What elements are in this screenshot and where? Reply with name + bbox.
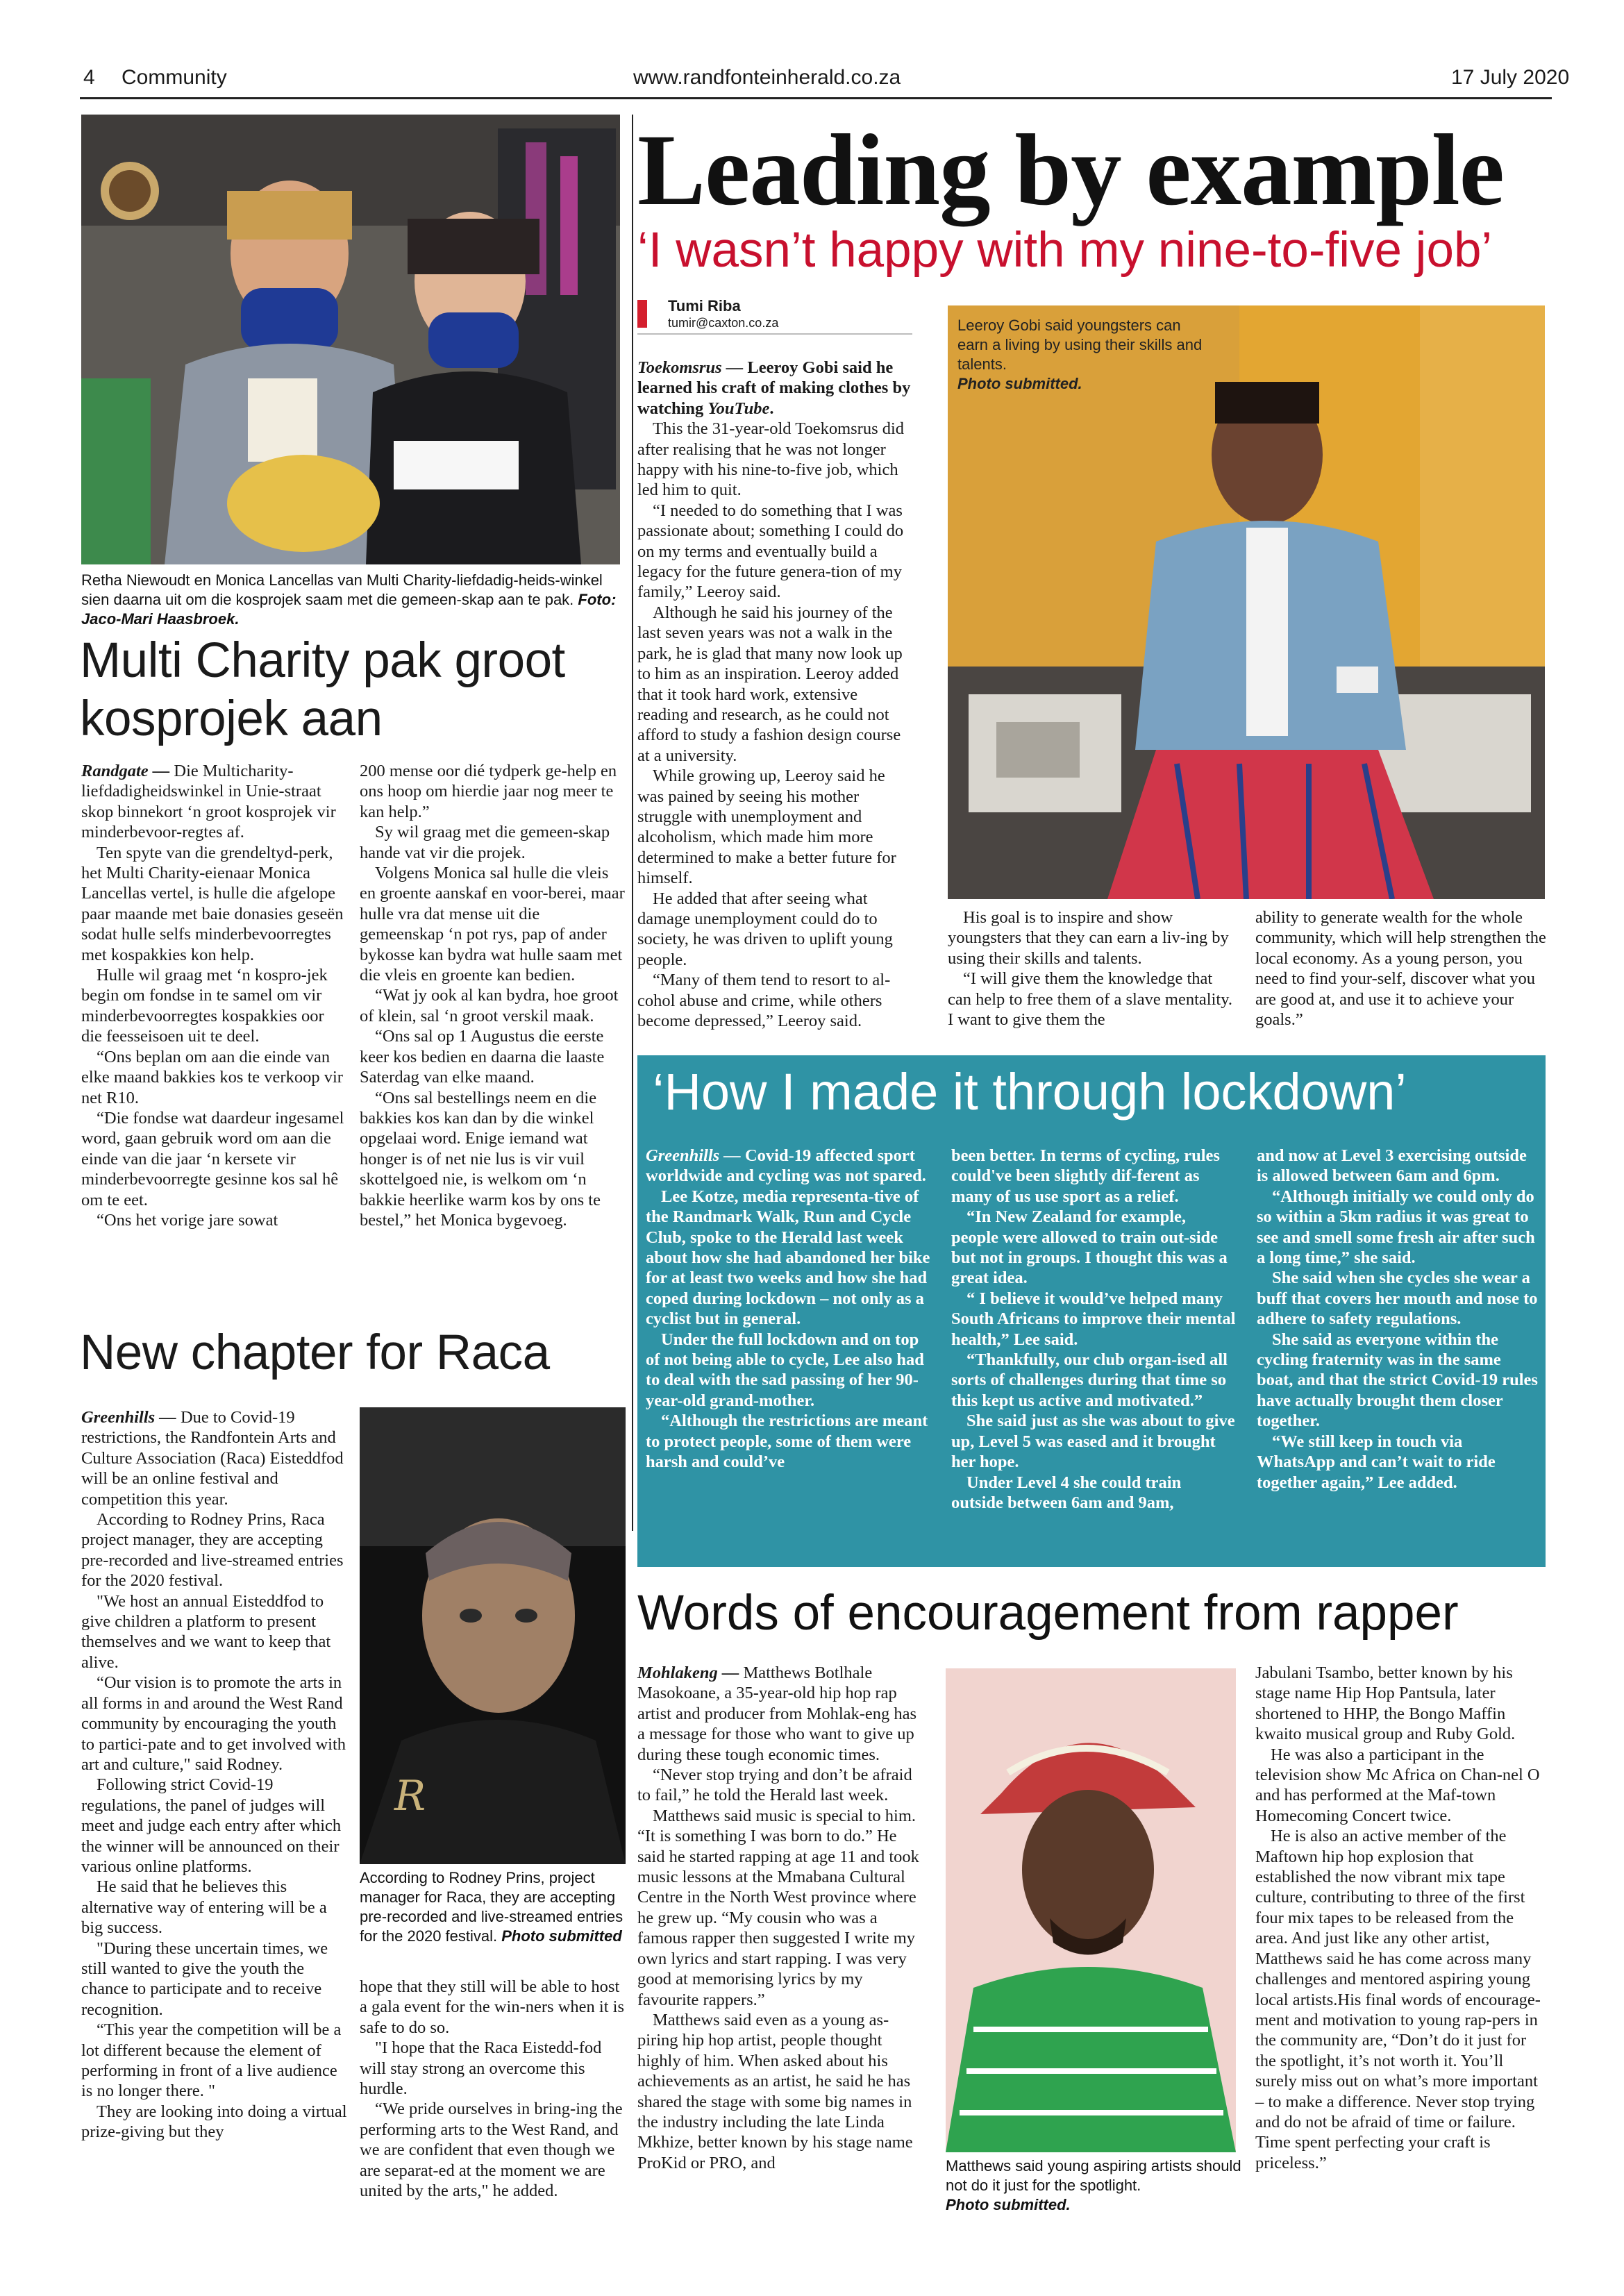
raca-headline: New chapter for Raca <box>80 1325 550 1380</box>
raca-column-1: Greenhills — Due to Covid-19 restrictions, the Randfontein Arts and Culture Association (Raca) Eisteddfod will be an online festival and competition this year. According to Rodney Prins, Raca project manager, they are accepting pre-recorded and live-streamed entries for the 2020 festival. "We host an annual Eisteddfod to give children a platform to present themselves and we want to keep that alive. “Our vision is to promote the arts in all forms in and around the West Rand community by encouraging the youth to partici-pate and to get involved with art and culture," said Rodney. Following strict Covid-19 regulations, the panel of judges will meet and judge each entry after which the winner will be announced on their various online platforms. He said that he believes this alternative way of entering will be a big success. "During these uncertain times, we still wanted to give the youth the chance to participate and to receive recognition. “This year the competition will be a lot different because the element of performing in front of a live audience is no longer there. " They are looking into doing a virtual prize-giving but they <box>81 1408 347 2142</box>
charity-photo-caption: Retha Niewoudt en Monica Lancellas van Multi Charity-liefdadig-heids-winkel sien daarna uit om die kosprojek saam met die gemeen-skap aan te pak. Foto: Jaco-Mari Haasbroek. <box>81 571 617 628</box>
matthews-photo-caption: Matthews said young aspiring artists should not do it just for the spotlight. Photo submitted. <box>946 2157 1241 2213</box>
raca-column-2: hope that they still will be able to host a gala event for the win-ners when it is safe to do so. "I hope that the Raca Eistedd-fod will stay strong an overcome this hurdle. “We pride ourselves in bring-ing the performing arts to the West Rand, and we are confident that even though we are separat-ed at the moment we are united by the arts," he added. <box>360 1977 624 2201</box>
charity-photo-credit: Foto: Jaco-Mari Haasbroek. <box>81 591 617 628</box>
leading-column-2: His goal is to inspire and show youngsters that they can earn a liv-ing by using their skills and talents. “I will give them the knowledge that can help to free them of a slave mentality. I want to give them the <box>948 908 1232 1030</box>
column-divider <box>632 115 633 1531</box>
charity-column-2: 200 mense oor dié tydperk ge-help en ons hoop om hierdie jaar nog meer te kan help.” Sy wil graag met die gemeen-skap hande vat vir die projek. Volgens Monica sal hulle die vleis en groente aanskaf en voor-berei, maar hulle vra dat mense uit die gemeenskap ‘n pot rys, pap of ander bykosse kan bydra wat hulle saam met die vleis en groente kan bedien. “Wat jy ook al kan bydra, hoe groot of klein, sal ‘n groot verskil maak. “Ons sal op 1 Augustus die eerste keer kos bedien en daarna die laaste Saterdag van elke maand. “Ons sal bestellings neem en die bakkies kos kan dan by die winkel opgelaai word. Enige iemand wat honger is of net nie lus is vir vuil skottelgoed nie, is welkom om ‘n bakkie heerlike warm kos by ons te bestel,” het Monica bygevoeg. <box>360 762 625 1230</box>
rapper-column-1: Mohlakeng — Matthews Botlhale Masokoane, a 35-year-old hip hop rap artist and producer from Mohlak-eng has a message for those who want to give up during these tough economic times. “Never stop trying and don’t be afraid to fail,” he told the Herald last week. Matthews said music is special to him. “It is something I was born to do.” He said he started rapping at age 11 and took music lessons at the Mmabana Cultural Centre in the North West province where he grew up. “My cousin who was a famous rapper then suggested I write my own lyrics and start rapping. I was very good at memorising lyrics by my favourite rappers.” Matthews said even as a young as-piring hip hop artist, people thought highly of him. When asked about his achievements as an artist, he said he has shared the stage with some big names in the industry including the late Linda Mkhize, better known by his stage name ProKid or PRO, and <box>637 1664 919 2172</box>
page-number: 4 <box>83 66 95 89</box>
matthews-photo-credit: Photo submitted. <box>946 2196 1071 2213</box>
leading-column-3: ability to generate wealth for the whole community, which will help strengthen the local economy. As a young person, you need to find your-self, discover what you are good at, and use it to achieve your goals.” <box>1255 908 1546 1030</box>
byline-marker <box>637 300 647 328</box>
lockdown-column-2: been better. In terms of cycling, rules could've been slightly dif-ferent as many of us use sport as a relief. “In New Zealand for example, people were allowed to train out-side but not in groups. I thought this was a great idea. “ I believe it would’ve helped many South Africans to improve their mental health,” Lee said. “Thankfully, our club organ-ised all sorts of challenges during that time so this kept us active and motivated.” She said just as she was about to give up, Level 5 was eased and it brought her hope. Under Level 4 she could train outside between 6am and 9am, <box>951 1146 1236 1512</box>
leading-column-1: Toekomsrus — Leeroy Gobi said he learned his craft of making clothes by watching YouTube. This the 31-year-old Toekomsrus did after realising that he was not longer happy with his nine-to-five job, which led him to quit. “I needed to do something that I was passionate about; something I could do on my terms and eventually build a legacy for the future genera-tion of my family,” Leeroy said. Although he said his journey of the last seven years was not a walk in the park, he is glad that many now look up to him as an inspiration. Leeroy added that it took hard work, extensive reading and research, as he could not afford to study a fashion design course at a university. While growing up, Leeroy said he was pained by seeing his mother struggle with unemployment and alcoholism, which made him more determined to make a better future for himself. He added that after seeing what damage unemployment could do to society, he was driven to uplift young people. “Many of them tend to resort to al-cohol abuse and crime, while others become depressed,” Leeroy said. <box>637 358 911 1030</box>
charity-column-1: Randgate — Die Multicharity-liefdadigheidswinkel in Unie-straat skop binnekort ‘n groot kosprojek vir minderbevoor-regtes af. Ten spyte van die grendeltyd-perk, het Multi Charity-eienaar Monica Lancellas vertel, is hulle die afgelope paar maande met baie donasies geseën sodat hulle selfs minderbevoorregtes met kospakkies kon help. Hulle wil graag met ‘n kospro-jek begin om fondse in te samel om vir minderbevoorregtes kospakkies oor die feesseisoen uit te deel. “Ons beplan om aan die einde van elke maand bakkies kos te verkoop vir net R10. “Die fondse wat daardeur ingesamel word, gaan gebruik word om aan die einde van die jaar ‘n kersete vir minderbevoorregte gesinne kos sal hê om te eet. “Ons het vorige jare sowat <box>81 762 344 1230</box>
lockdown-headline: ‘How I made it through lockdown’ <box>653 1063 1407 1121</box>
header-rule <box>80 97 1552 99</box>
matthews-photo <box>946 1668 1236 2152</box>
leeroy-photo-credit: Photo submitted. <box>957 375 1082 392</box>
section-label: Community <box>122 66 227 89</box>
rapper-column-3: Jabulani Tsambo, better known by his stage name Hip Hop Pantsula, later shortened to HHP, the Bongo Maffin kwaito musical group and Ruby Gold. He was also a participant in the television show Mc Africa on Chan-nel O and has performed at the Maf-town Homecoming Concert twice. He is also an active member of the Maftown hip hop explosion that established the now vibrant mix tape culture, contributing to three of the first four mix tapes to be released from the area. And just like any other artist, Matthews said he has come across many challenges and mentored aspiring young local artists.His final words of encourage-ment and motivation to young rap-pers in the community are, “Don’t do it just for the spotlight, it’s not worth it. You’ll surely miss out on what’s more important – to make a difference. Never stop trying and do not be afraid of time or failure. Time spent perfecting your craft is priceless.” <box>1255 1664 1541 2172</box>
issue-date: 17 July 2020 <box>1451 66 1570 89</box>
leading-headline: Leading by example <box>637 113 1504 226</box>
leeroy-photo-caption: Leeroy Gobi said youngsters can earn a living by using their skills and talents. Photo submitted. <box>957 317 1203 392</box>
lockdown-column-3: and now at Level 3 exercising outside is allowed between 6am and 6pm. “Although initially we could only do so within a 5km radius it was great to see and smell some fresh air after such a long time,” she said. She said when she cycles she wear a buff that covers her mouth and nose to adhere to safety regulations. She said as everyone within the cycling fraternity was in the same boat, and that the strict Covid-19 rules have actually brought them closer together. “We still keep in touch via WhatsApp and can’t wait to ride together again,” Lee added. <box>1257 1146 1538 1492</box>
raca-photo <box>360 1407 626 1864</box>
rapper-headline: Words of encouragement from rapper <box>637 1586 1459 1641</box>
charity-photo <box>81 115 620 564</box>
byline-rule <box>637 333 912 335</box>
raca-photo-caption: According to Rodney Prins, project manager for Raca, they are accepting pre-recorded and live-streamed entries for the 2020 festival. Photo submitted <box>360 1869 623 1945</box>
leading-subhead: ‘I wasn’t happy with my nine-to-five job’ <box>637 223 1493 278</box>
charity-headline: Multi Charity pak groot kosprojek aan <box>80 633 565 746</box>
byline-name: Tumi Riba <box>668 297 741 315</box>
byline-email[interactable]: tumir@caxton.co.za <box>668 316 779 330</box>
leeroy-photo <box>948 305 1545 899</box>
svg-text:R: R <box>394 1772 426 1820</box>
website-link[interactable]: www.randfonteinherald.co.za <box>633 66 901 89</box>
lockdown-column-1: Greenhills — Covid-19 affected sport worldwide and cycling was not spared. Lee Kotze, media representa-tive of the Randmark Walk, Run and Cycle Club, spoke to the Herald last week about how she had abandoned her bike for at least two weeks and how she had coped during lockdown – not only as a cyclist but in general. Under the full lockdown and on top of not being able to cycle, Lee also had to deal with the sad passing of her 90-year-old grand-mother. “Although the restrictions are meant to protect people, some of them were harsh and could’ve <box>646 1146 930 1472</box>
raca-photo-credit: Photo submitted <box>501 1927 622 1945</box>
